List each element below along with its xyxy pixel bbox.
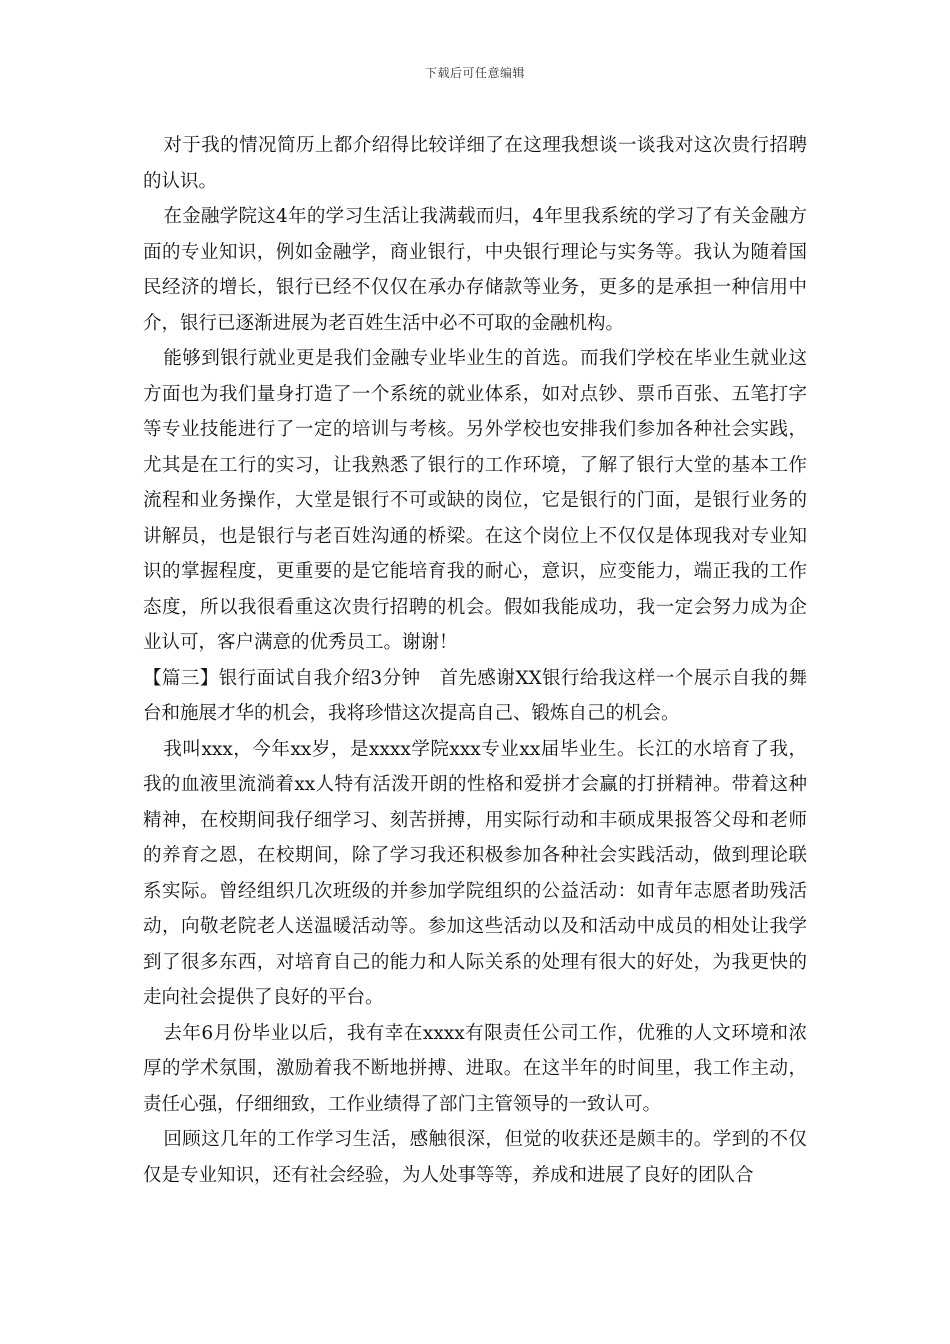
paragraph-study: 在金融学院这4年的学习生活让我满载而归，4年里我系统的学习了有关金融方面的专业知识，例如金融学，商业银行，中央银行理论与实务等。我认为随着国民经济的增长，银行已经不仅仅在承办存储款等业务，更多的是承担一种信用中介，银行已逐渐进展为老百姓生活中必不可取的金融机构。 (143, 206, 807, 334)
document-body (143, 128, 807, 1193)
paragraph-intro: 对于我的情况简历上都介绍得比较详细了在这理我想谈一谈我对这次贵行招聘的认识。 (143, 135, 807, 192)
paragraph-review: 回顾这几年的工作学习生活，感触很深，但觉的收获还是颇丰的。学到的不仅仅是专业知识，还有社会经验，为人处事等等，养成和进展了良好的团队合 (143, 1129, 807, 1186)
paragraph-self-intro: 我叫xxx，今年xx岁，是xxxx学院xxx专业xx届毕业生。长江的水培育了我，我的血液里流淌着xx人特有活泼开朗的性格和爱拼才会赢的打拼精神。带着这种精神，在校期间我仔细学习、刻苦拼搏，用实际行动和丰硕成果报答父母和老师的养育之恩，在校期间，除了学习我还积极参加各种社会实践活动，做到理论联系实际。曾经组织几次班级的并参加学院组织的公益活动：如青年志愿者助残活动，向敬老院老人送温暖活动等。参加这些活动以及和活动中成员的相处让我学到了很多东西，对培育自己的能力和人际关系的处理有很大的好处，为我更快的走向社会提供了良好的平台。 (143, 738, 807, 1008)
paragraph-work: 去年6月份毕业以后，我有幸在xxxx有限责任公司工作，优雅的人文环境和浓厚的学术氛围，激励着我不断地拼搏、进取。在这半年的时间里，我工作主动，责任心强，仔细细致，工作业绩得了部门主管领导的一致认可。 (143, 1022, 807, 1115)
paragraph-section-three: 【篇三】银行面试自我介绍3分钟 首先感谢XX银行给我这样一个展示自我的舞台和施展才华的机会，我将珍惜这次提高自己、锻炼自己的机会。 (143, 667, 807, 724)
page-header: 下载后可任意编辑 (424, 66, 525, 80)
paragraph-employment: 能够到银行就业更是我们金融专业毕业生的首选。而我们学校在毕业生就业这方面也为我们量身打造了一个系统的就业体系，如对点钞、票币百张、五笔打字等专业技能进行了一定的培训与考核。另外学校也安排我们参加各种社会实践，尤其是在工行的实习，让我熟悉了银行的工作环境，了解了银行大堂的基本工作流程和业务操作，大堂是银行不可或缺的岗位，它是银行的门面，是银行业务的讲解员，也是银行与老百姓沟通的桥梁。在这个岗位上不仅仅是体现我对专业知识的掌握程度，更重要的是它能培育我的耐心，意识，应变能力，端正我的工作态度，所以我很看重这次贵行招聘的机会。假如我能成功，我一定会努力成为企业认可，客户满意的优秀员工。谢谢！ (143, 348, 807, 653)
